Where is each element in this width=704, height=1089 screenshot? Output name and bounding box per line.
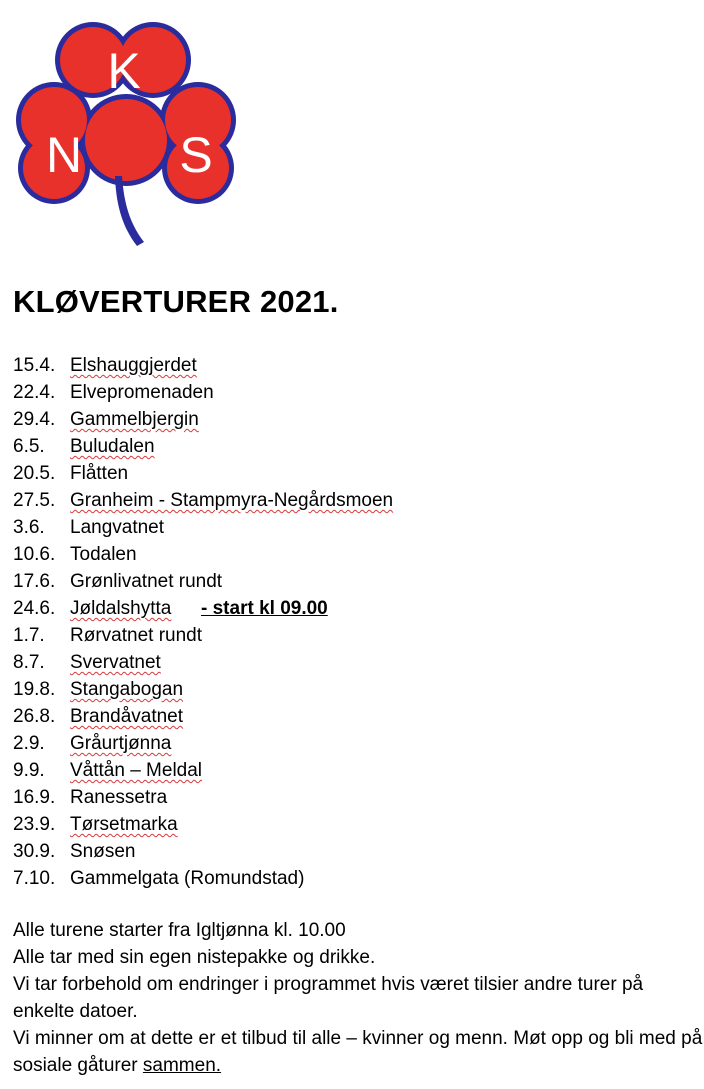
trip-destination: Tørsetmarka <box>70 814 178 835</box>
nks-clover-logo <box>8 8 248 248</box>
schedule-row <box>13 622 393 649</box>
schedule-row <box>13 487 393 514</box>
trip-date: 22.4. <box>13 382 56 403</box>
schedule-row <box>13 541 393 568</box>
trip-destination: Langvatnet <box>70 517 165 538</box>
trip-date: 20.5. <box>13 463 56 484</box>
trip-destination: Våttån – Meldal <box>70 760 203 781</box>
trip-destination: Todalen <box>70 544 137 565</box>
schedule-row <box>13 757 393 784</box>
trip-destination: Ranessetra <box>70 787 168 808</box>
trip-start-note: - start kl 09.00 <box>201 598 328 619</box>
trip-date: 1.7. <box>13 625 45 646</box>
trip-destination: Stangabogan <box>70 679 184 700</box>
schedule-row <box>13 865 393 892</box>
trip-date: 10.6. <box>13 544 56 565</box>
trip-destination: Gammelgata (Romundstad) <box>70 868 305 889</box>
logo-letter-s: S <box>179 127 213 183</box>
trip-schedule <box>13 352 393 892</box>
trip-date: 23.9. <box>13 814 56 835</box>
schedule-row <box>13 730 393 757</box>
trip-destination: Gammelbjergin <box>70 409 199 430</box>
trip-destination: Svervatnet <box>70 652 161 673</box>
note-start-location: Alle turene starter fra Igltjønna kl. 10.00 <box>13 920 346 941</box>
trip-destination: Jøldalshytta <box>70 598 172 619</box>
schedule-row <box>13 676 393 703</box>
trip-destination: Gråurtjønna <box>70 733 172 754</box>
trip-destination: Rørvatnet rundt <box>70 625 202 646</box>
trip-date: 27.5. <box>13 490 56 511</box>
clover-center <box>85 99 167 181</box>
trip-destination: Buludalen <box>70 436 155 457</box>
trip-destination: Elvepromenaden <box>70 382 214 403</box>
trip-date: 29.4. <box>13 409 56 430</box>
trip-date: 16.9. <box>13 787 56 808</box>
trip-date: 30.9. <box>13 841 56 862</box>
trip-date: 26.8. <box>13 706 56 727</box>
trip-destination: Flåtten <box>70 463 129 484</box>
note-reservation: Vi tar forbehold om endringer i programmet hvis været tilsier andre turer på enkelte datoer. <box>13 974 644 1022</box>
page-title: KLØVERTURER 2021. <box>13 284 339 319</box>
note-invitation-text: Vi minner om at dette er et tilbud til alle – kvinner og menn. Møt opp og bli med på sosiale gåturer <box>13 1028 703 1076</box>
trip-date: 2.9. <box>13 733 45 754</box>
schedule-row <box>13 811 393 838</box>
note-packed-lunch: Alle tar med sin egen nistepakke og drikke. <box>13 947 376 968</box>
trip-destination: Snøsen <box>70 841 136 862</box>
trip-date: 3.6. <box>13 517 45 538</box>
schedule-row <box>13 568 393 595</box>
info-notes <box>13 917 703 1079</box>
schedule-row <box>13 838 393 865</box>
trip-date: 24.6. <box>13 598 56 619</box>
schedule-row <box>13 379 393 406</box>
trip-date: 9.9. <box>13 760 45 781</box>
schedule-row <box>13 649 393 676</box>
trip-date: 8.7. <box>13 652 45 673</box>
note-invitation <box>13 1025 703 1079</box>
schedule-row <box>13 406 393 433</box>
trip-date: 6.5. <box>13 436 45 457</box>
trip-date: 15.4. <box>13 355 56 376</box>
schedule-row <box>13 595 393 622</box>
logo-letter-k: K <box>107 43 141 99</box>
trip-date: 19.8. <box>13 679 56 700</box>
schedule-row <box>13 703 393 730</box>
trip-destination: Granheim - Stampmyra-Negårdsmoen <box>70 490 394 511</box>
schedule-row <box>13 460 393 487</box>
clover-stem <box>115 176 144 246</box>
schedule-row <box>13 433 393 460</box>
schedule-row <box>13 352 393 379</box>
trip-destination: Elshauggjerdet <box>70 355 197 376</box>
trip-date: 7.10. <box>13 868 56 889</box>
logo-letter-n: N <box>45 127 83 183</box>
trip-destination: Grønlivatnet rundt <box>70 571 223 592</box>
trip-destination: Brandåvatnet <box>70 706 184 727</box>
note-invitation-underlined: sammen. <box>142 1055 222 1076</box>
schedule-row <box>13 514 393 541</box>
schedule-row <box>13 784 393 811</box>
trip-date: 17.6. <box>13 571 56 592</box>
